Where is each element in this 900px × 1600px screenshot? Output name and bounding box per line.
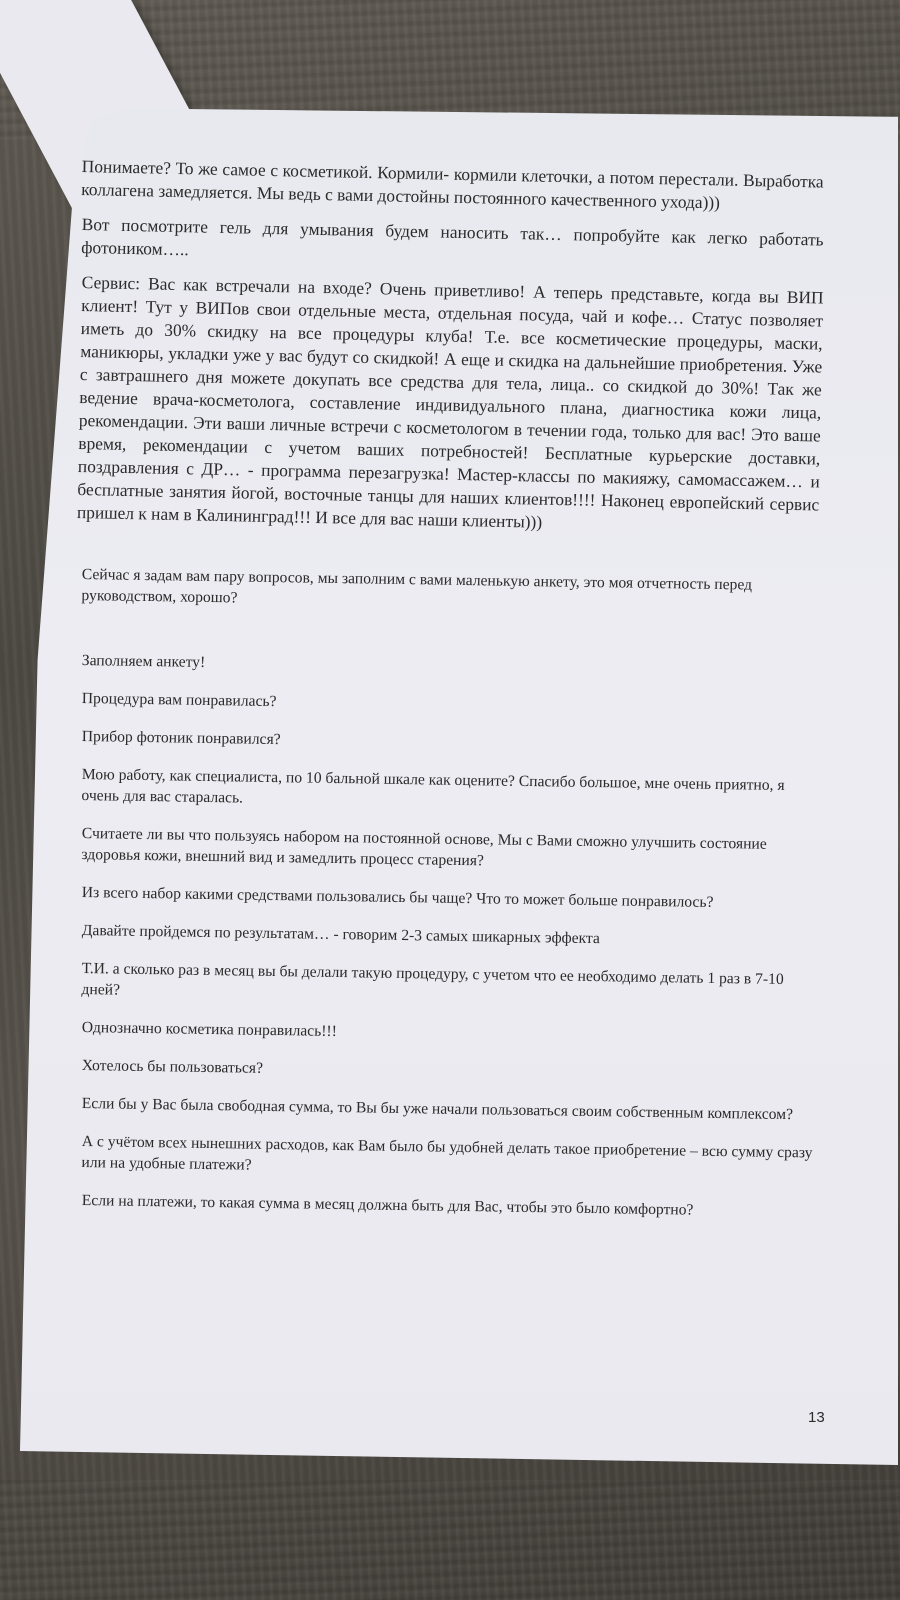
question-rating: Мою работу, как специалиста, по 10 бальной шкале как оцените? Спасибо большое, мне очень приятно, я очень для вас старалась. xyxy=(81,765,785,807)
question-regular-use: Считаете ли вы что пользуясь набором на постоянной основе, Мы с Вами сможно улучшить состояние здоровья кожи, внешний вид и замедлить процесс старения? xyxy=(81,824,767,870)
paragraph-service: Сервис: Вас как встречали на входе? Очень приветливо! А теперь представьте, когда вы ВИП клиент! Тут у ВИПов свои отдельные места, отдельная посуда, чай и кофе… Статус позволяет иметь до 30% скидку на все процедуры клуба! Т.е. все косметические процедуры, маски, маникюры, укладки уже у вас будут со скидкой! А еще и скидка на дальнейшие приобретения. Уже с завтрашнего дня можете докупать все средства для тела, лица.. со скидкой до 30%! Так же ведение врача-косметолога, составление индивидуального плана, диагностика кожи лица, рекомендации. Эти ваши личные встречи с косметологом в течении года, только для вас! Это ваше время, рекомендации с учетом ваших потребностей! Бесплатные курьерские доставки, поздравления с ДР… - программа перезагрузка! Мастер-классы по макияжу, самомассажем… и бесплатные занятия йогой, восточные танцы для наших клиентов!!!! Наконец европейский сервис пришел к нам в Калининград!!! И все для вас наши клиенты))) xyxy=(76,271,824,532)
question-results: Давайте пройдемся по результатам… - говорим 2-3 самых шикарных эффекта xyxy=(81,921,601,948)
question-frequency: Т.И. а сколько раз в месяц вы бы делали такую процедуру, с учетом что ее необходимо делать 1 раз в 7-10 дней? xyxy=(81,959,784,999)
question-procedure: Процедура вам понравилась? xyxy=(81,689,277,711)
question-free-sum: Если бы у Вас была свободная сумма, то Вы бы уже начали пользоваться своим собственным комплексом? xyxy=(81,1094,794,1124)
paragraph-gel: Вот посмотрите гель для умывания будем наносить так… попробуйте как легко работать фотоником….. xyxy=(81,213,824,260)
statement-liked: Однозначно косметика понравилась!!! xyxy=(81,1018,337,1041)
page-number: 13 xyxy=(808,1409,825,1426)
question-payment-option: А с учётом всех нынешних расходов, как Вам было бы удобней делать такое приобретение – всю сумму сразу или на удобные платежи? xyxy=(81,1132,813,1174)
page-content xyxy=(76,155,824,1228)
survey-intro: Сейчас я задам вам пару вопросов, мы заполним с вами маленькую анкету, это моя отчетность перед руководством, хорошо? xyxy=(81,565,753,607)
question-monthly-sum: Если на платежи, то какая сумма в месяц должна быть для Вас, чтобы это было комфортно? xyxy=(81,1191,694,1219)
paragraph-cosmetics: Понимаете? То же самое с косметикой. Кормили- кормили клеточки, а потом перестали. Выработка коллагена замедляется. Мы ведь с вами достойны постоянного качественного ухода))) xyxy=(81,155,824,213)
question-want-use: Хотелось бы пользоваться? xyxy=(81,1056,264,1077)
question-device: Прибор фотоник понравился? xyxy=(81,727,281,749)
survey-heading: Заполняем анкету! xyxy=(81,651,206,671)
question-favorite-products: Из всего набор какими средствами пользовались бы чаще? Что то может больше понравилось? xyxy=(81,883,714,911)
